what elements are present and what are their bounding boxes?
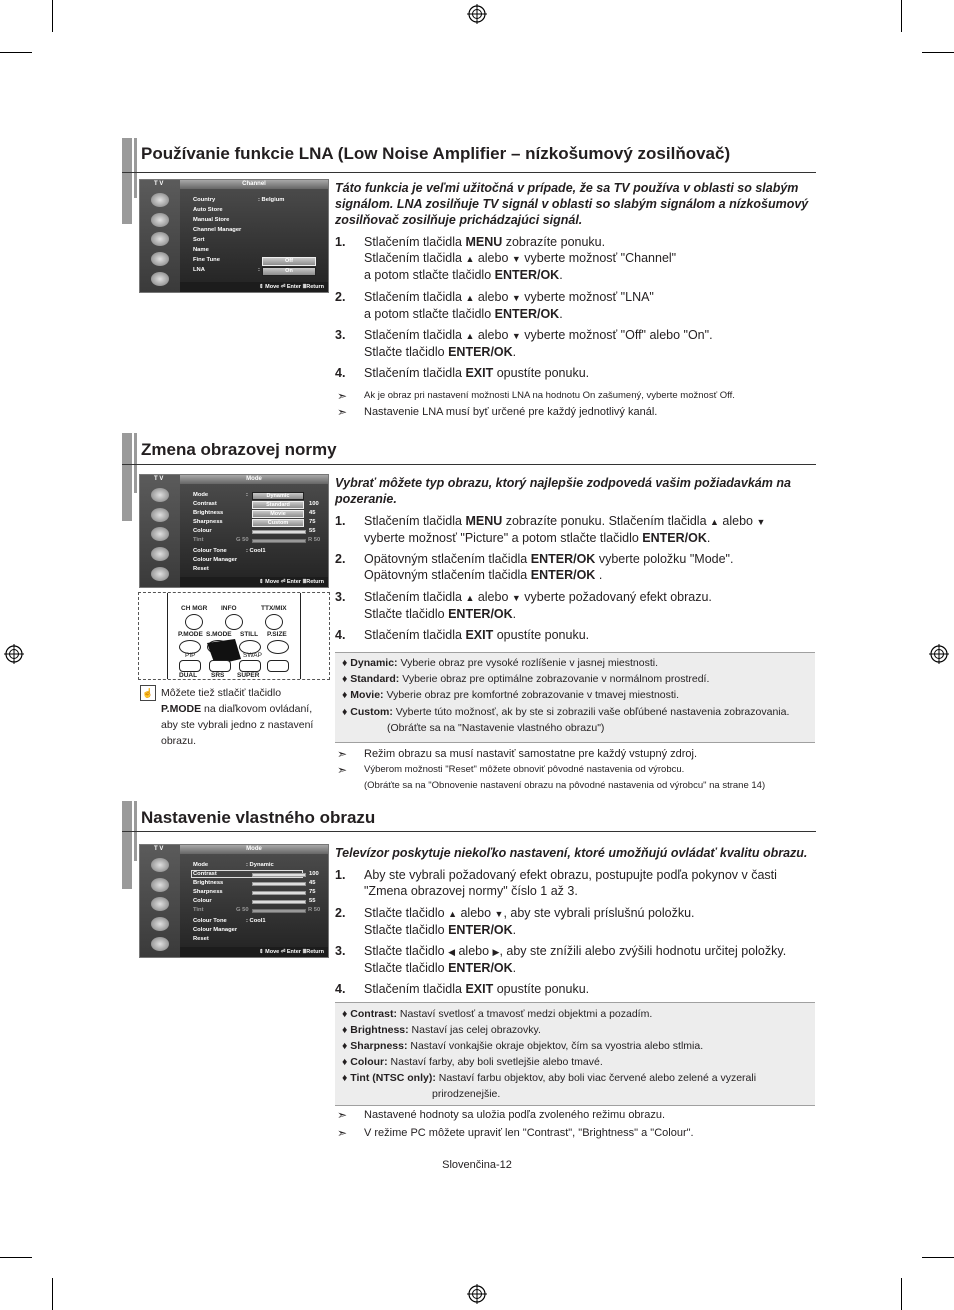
step-number: 4.	[335, 628, 346, 642]
menu-row-sort: Sort	[193, 237, 205, 243]
left-arrow-icon: ◀	[448, 947, 455, 957]
label-ch-mgr: CH MGR	[181, 605, 208, 612]
menu-row-contrast: Contrast	[193, 501, 217, 507]
slider-sharpness	[252, 891, 306, 895]
step-text: Opätovným stlačením tlačidla ENTER/OK vyberte položku "Mode". Opätovným stlačením tlačidla ENTER/OK .	[364, 552, 734, 582]
step-2	[335, 289, 815, 321]
tint-r: R 50	[308, 907, 321, 913]
menu-row-channel-manager: Channel Manager	[193, 227, 242, 233]
tint-g: G 50	[236, 907, 249, 913]
tv-menu-sidebar	[140, 475, 180, 587]
picture-icon	[151, 878, 169, 892]
slider-tint	[252, 539, 306, 543]
crop-mark	[52, 0, 53, 32]
bullet-icon: ♦	[342, 657, 348, 669]
menu-colon: :	[258, 267, 260, 273]
value-colour: 55	[309, 898, 316, 904]
label-ttx-mix: TTX/MIX	[261, 605, 287, 612]
bullet-icon: ♦	[342, 689, 348, 701]
crop-mark	[901, 1278, 902, 1310]
menu-row-mode: Mode	[193, 862, 209, 868]
menu-row-manual-store: Manual Store	[193, 217, 230, 223]
note-arrow-icon: ➣	[337, 389, 348, 403]
hand-note-icon: ☝	[140, 685, 156, 701]
option-movie: Movie	[252, 510, 304, 518]
input-icon	[151, 488, 169, 502]
note-text: (Obráťte sa na "Obnovenie nastavení obrazu na pôvodné nastavenia od výrobcu" na strane 14)	[364, 780, 766, 791]
step-number: 4.	[335, 982, 346, 996]
definition-box	[335, 652, 815, 743]
section-bar	[122, 138, 132, 224]
tint-g: G 50	[236, 537, 249, 543]
input-icon	[151, 193, 169, 207]
tv-menu-sidebar	[140, 180, 180, 292]
setup-icon	[151, 937, 169, 951]
menu-row-colour: Colour	[193, 898, 212, 904]
sound-icon	[151, 232, 169, 246]
note-text: Nastavené hodnoty sa uložia podľa zvoleného režimu obrazu.	[364, 1109, 666, 1121]
step-4	[335, 627, 815, 643]
section-title: Zmena obrazovej normy	[141, 440, 337, 459]
option-custom: Custom	[252, 519, 304, 527]
value-brightness: 45	[309, 880, 316, 886]
tv-menu-channel	[139, 179, 329, 293]
step-3	[335, 327, 815, 359]
label-pip: PIP	[185, 652, 196, 659]
value-brightness: 45	[309, 510, 316, 516]
step-1	[335, 234, 815, 282]
up-arrow-icon: ▲	[710, 517, 719, 527]
menu-row-colour-manager: Colour Manager	[193, 927, 238, 933]
step-number: 4.	[335, 366, 346, 380]
step-1	[335, 867, 815, 899]
input-icon	[151, 858, 169, 872]
down-arrow-icon: ▼	[511, 593, 521, 603]
up-arrow-icon: ▲	[465, 254, 475, 264]
step-2	[335, 905, 815, 937]
tv-menu-footer: ⇕ Move ⏎ Enter ⅢReturn	[180, 947, 328, 957]
menu-row-mode: Mode	[193, 492, 209, 498]
section-bar	[134, 138, 137, 198]
slider-colour	[252, 900, 306, 904]
section-title: Používanie funkcie LNA (Low Noise Amplifier – nízkošumový zosilňovač)	[141, 144, 731, 163]
label-dual: DUAL	[179, 672, 198, 679]
step-number: 3.	[335, 328, 346, 342]
step-1	[335, 513, 815, 545]
srs-button[interactable]	[209, 660, 231, 672]
definition-tint-cont: prirodzenejšie.	[432, 1088, 501, 1100]
value-sharpness: 75	[309, 519, 316, 525]
step-text: Stlačením tlačidla EXIT opustíte ponuku.	[364, 628, 590, 642]
menu-row-sharpness: Sharpness	[193, 889, 223, 895]
slider-brightness	[252, 882, 306, 886]
bullet-icon: ♦	[342, 1008, 348, 1020]
sound-icon	[151, 897, 169, 911]
tv-menu-body	[180, 484, 328, 577]
channel-icon	[151, 252, 169, 266]
channel-icon	[151, 547, 169, 561]
intro-text: Táto funkcia je veľmi užitočná v prípade, že sa TV používa v oblasti so slabým signálom. LNA zosilňuje TV signál v oblasti so slabým signálom a nízkošumový zosilňovač zosilňuje prichádzajúci signál.	[335, 181, 809, 227]
definition-brightness: ♦ Brightness: Nastaví jas celej obrazovky.	[342, 1024, 541, 1036]
crop-mark	[901, 0, 902, 32]
step-text: Stlačte tlačidlo ◀ alebo ▶, aby ste znížili alebo zvýšili hodnotu určitej položky. Stlačte tlačidlo ENTER/OK.	[364, 944, 787, 975]
menu-row-brightness: Brightness	[193, 510, 224, 516]
menu-row-brightness: Brightness	[193, 880, 224, 886]
ttx-mix-button[interactable]	[265, 614, 283, 630]
label-info: INFO	[221, 605, 237, 612]
down-arrow-icon: ▼	[494, 909, 504, 919]
value-contrast: 100	[309, 501, 319, 507]
label-p-size: P.SIZE	[267, 631, 287, 638]
option-standard: Standard	[252, 501, 304, 509]
up-arrow-icon: ▲	[465, 593, 475, 603]
step-3	[335, 589, 815, 621]
tv-menu-sidebar	[140, 845, 180, 957]
note-arrow-icon: ➣	[337, 747, 348, 761]
option-off: Off	[262, 257, 316, 266]
menu-row-reset: Reset	[193, 936, 209, 942]
value-sharpness: 75	[309, 889, 316, 895]
tv-menu-footer: ⇕ Move ⏎ Enter ⅢReturn	[180, 577, 328, 587]
registration-mark-icon	[4, 644, 24, 664]
step-number: 1.	[335, 868, 346, 882]
tv-menu-body	[180, 189, 328, 282]
definition-sharpness: ♦ Sharpness: Nastaví vonkajšie okraje objektov, čím sa vyostria alebo stlmia.	[342, 1040, 704, 1052]
tv-label: T V	[154, 181, 164, 187]
sound-icon	[151, 527, 169, 541]
label-still: STILL	[240, 631, 259, 638]
menu-row-tint: Tint	[193, 907, 204, 913]
page-footer: Slovenčina-12	[442, 1159, 512, 1171]
bullet-icon: ♦	[342, 1040, 348, 1052]
tv-menu-picture-custom	[139, 844, 329, 958]
definition-custom-ref: (Obráťte sa na "Nastavenie vlastného obrazu")	[387, 722, 605, 734]
tv-label: T V	[154, 846, 164, 852]
step-4	[335, 365, 815, 381]
ch-mgr-button[interactable]	[185, 614, 203, 630]
down-arrow-icon: ▼	[756, 517, 766, 527]
crop-mark	[0, 1257, 32, 1258]
up-arrow-icon: ▲	[448, 909, 457, 919]
step-number: 2.	[335, 290, 346, 304]
registration-mark-icon	[467, 4, 487, 24]
registration-mark-icon	[929, 644, 949, 664]
crop-mark	[0, 52, 32, 53]
crop-mark	[52, 1278, 53, 1310]
step-3	[335, 943, 815, 975]
value-colour-tone: : Cool1	[246, 918, 266, 924]
value-colour: 55	[309, 528, 316, 534]
p-size-button[interactable]	[267, 640, 289, 654]
dual-button[interactable]	[179, 660, 201, 672]
menu-row-sharpness: Sharpness	[193, 519, 223, 525]
label-s-mode: S.MODE	[206, 631, 232, 638]
note-text: V režime PC môžete upraviť len "Contrast", "Brightness" a "Colour".	[364, 1127, 694, 1139]
definition-dynamic: ♦ Dynamic: Vyberie obraz pre vysoké rozlíšenie v jasnej miestnosti.	[342, 657, 659, 669]
menu-row-tint: Tint	[193, 537, 204, 543]
menu-row-colour-tone: Colour Tone	[193, 918, 227, 924]
section-bar	[122, 433, 132, 521]
definition-contrast: ♦ Contrast: Nastaví svetlosť a tmavosť medzi objektmi a pozadím.	[342, 1008, 653, 1020]
note-text: Režim obrazu sa musí nastaviť samostatne pre každý vstupný zdroj.	[364, 748, 698, 760]
slider-contrast	[252, 873, 306, 877]
tv-menu-body	[180, 854, 328, 947]
definition-standard: ♦ Standard: Vyberie obraz pre optimálne zobrazovanie v normálnom prostredí.	[342, 673, 710, 685]
bullet-icon: ♦	[342, 1072, 348, 1084]
up-arrow-icon: ▲	[465, 293, 475, 303]
down-arrow-icon: ▼	[511, 254, 521, 264]
picture-icon	[151, 213, 169, 227]
crop-mark	[922, 1257, 954, 1258]
intro-text: Vybrať môžete typ obrazu, ktorý najlepšie zodpovedá vašim požiadavkám na pozeranie.	[335, 476, 791, 506]
label-swap: SWAP	[243, 652, 262, 659]
tv-menu-header: Channel	[180, 180, 328, 189]
value-mode: : Dynamic	[246, 862, 274, 868]
menu-row-auto-store: Auto Store	[193, 207, 223, 213]
menu-row-reset: Reset	[193, 566, 209, 572]
registration-mark-icon	[467, 1284, 487, 1304]
tv-menu-footer: ⇕ Move ⏎ Enter ⅢReturn	[180, 282, 328, 292]
label-srs: SRS	[211, 672, 225, 679]
step-text: Stlačením tlačidla EXIT opustíte ponuku.	[364, 982, 590, 996]
intro-text: Televízor poskytuje niekoľko nastavení, ktoré umožňujú ovládať kvalitu obrazu.	[335, 846, 808, 860]
value-contrast: 100	[309, 871, 319, 877]
channel-icon	[151, 917, 169, 931]
step-2	[335, 551, 815, 583]
option-dynamic: Dynamic	[252, 492, 304, 500]
step-number: 1.	[335, 514, 346, 528]
down-arrow-icon: ▼	[511, 293, 521, 303]
section-rule	[122, 172, 816, 173]
label-p-mode: P.MODE	[178, 631, 203, 638]
menu-row-name: Name	[193, 247, 209, 253]
definition-colour: ♦ Colour: Nastaví farby, aby boli svetlejšie alebo tmavé.	[342, 1056, 603, 1068]
step-number: 3.	[335, 590, 346, 604]
tv-menu-header: Mode	[180, 845, 328, 854]
channel-up-button[interactable]	[267, 660, 289, 672]
crop-mark	[922, 52, 954, 53]
tv-menu-picture	[139, 474, 329, 588]
menu-row-lna: LNA	[193, 267, 205, 273]
option-on: On	[262, 267, 316, 276]
definition-tint: ♦ Tint (NTSC only): Nastaví farbu objektov, aby boli viac červené alebo zelené a vyzerali	[342, 1072, 757, 1084]
step-text: Stlačením tlačidla MENU zobrazíte ponuku. Stlačením tlačidla ▲ alebo ▼ vyberte možnosť "Picture" a potom stlačte tlačidlo ENTER/OK.	[364, 514, 766, 545]
section-title: Nastavenie vlastného obrazu	[141, 808, 376, 827]
step-text: Stlačením tlačidla ▲ alebo ▼ vyberte požadovaný efekt obrazu. Stlačte tlačidlo ENTER/OK.	[364, 590, 712, 621]
super-button[interactable]	[239, 660, 261, 672]
tip-text: Môžete tiež stlačiť tlačidlo P.MODE na diaľkovom ovládaní, aby ste vybrali jedno z nastavení obrazu.	[161, 687, 314, 747]
definition-box	[335, 1002, 815, 1106]
step-number: 3.	[335, 944, 346, 958]
note-text: Nastavenie LNA musí byť určené pre každý jednotlivý kanál.	[364, 406, 658, 418]
right-arrow-icon: ▶	[492, 947, 500, 957]
menu-colon: :	[246, 492, 248, 498]
step-number: 2.	[335, 906, 346, 920]
definition-custom: ♦ Custom: Vyberte túto možnosť, ak by ste si zobrazili vaše obľúbené nastavenia zobrazovania.	[342, 706, 790, 718]
definition-movie: ♦ Movie: Vyberie obraz pre komfortné zobrazovanie v tmavej miestnosti.	[342, 689, 680, 701]
step-text: Stlačením tlačidla ▲ alebo ▼ vyberte možnosť "Off" alebo "On". Stlačte tlačidlo ENTER/OK.	[364, 328, 713, 359]
step-text: Stlačte tlačidlo ▲ alebo ▼, aby ste vybrali príslušnú položku. Stlačte tlačidlo ENTER/OK.	[364, 906, 695, 937]
down-arrow-icon: ▼	[511, 331, 521, 341]
note-arrow-icon: ➣	[337, 405, 348, 419]
step-text: Stlačením tlačidla EXIT opustíte ponuku.	[364, 366, 590, 380]
note-arrow-icon: ➣	[337, 1126, 348, 1140]
step-4	[335, 981, 815, 997]
setup-icon	[151, 272, 169, 286]
section-rule	[122, 464, 816, 465]
slider-colour	[252, 530, 306, 534]
value-colour-tone: : Cool1	[246, 548, 266, 554]
step-text: Stlačením tlačidla MENU zobrazíte ponuku. Stlačením tlačidla ▲ alebo ▼ vyberte možnosť "Channel" a potom stlačte tlačidlo ENTER/OK.	[364, 235, 677, 282]
note-arrow-icon: ➣	[337, 1108, 348, 1122]
bullet-icon: ♦	[342, 1024, 348, 1036]
step-number: 2.	[335, 552, 346, 566]
tv-label: T V	[154, 476, 164, 482]
label-super: SUPER	[237, 672, 260, 679]
setup-icon	[151, 567, 169, 581]
menu-row-country: Country	[193, 197, 216, 203]
menu-row-colour: Colour	[193, 528, 212, 534]
menu-row-colour-tone: Colour Tone	[193, 548, 227, 554]
step-text: Stlačením tlačidla ▲ alebo ▼ vyberte možnosť "LNA" a potom stlačte tlačidlo ENTER/OK.	[364, 290, 654, 321]
slider-tint	[252, 909, 306, 913]
section-bar	[122, 801, 132, 889]
bullet-icon: ♦	[342, 1056, 348, 1068]
note-text: Ak je obraz pri nastavení možnosti LNA na hodnotu On zašumený, vyberte možnosť Off.	[364, 390, 735, 401]
picture-icon	[151, 508, 169, 522]
section-bar	[134, 433, 137, 493]
step-number: 1.	[335, 235, 346, 249]
remote-control-illustration	[138, 592, 330, 680]
note-text: Výberom možnosti "Reset" môžete obnoviť pôvodné nastavenia od výrobcu.	[364, 764, 685, 775]
tint-r: R 50	[308, 537, 321, 543]
menu-row-fine-tune: Fine Tune	[193, 257, 220, 263]
menu-row-contrast: Contrast	[193, 871, 217, 877]
bullet-icon: ♦	[342, 673, 348, 685]
section-rule	[122, 831, 816, 832]
info-button[interactable]	[225, 614, 243, 630]
menu-row-colour-manager: Colour Manager	[193, 557, 238, 563]
bullet-icon: ♦	[342, 706, 348, 718]
menu-value-country: : Belgium	[258, 197, 285, 203]
step-text: Aby ste vybrali požadovaný efekt obrazu, postupujte podľa pokynov v časti "Zmena obrazovej normy" číslo 1 až 3.	[364, 868, 777, 898]
note-arrow-icon: ➣	[337, 763, 348, 777]
tv-menu-header: Mode	[180, 475, 328, 484]
up-arrow-icon: ▲	[465, 331, 475, 341]
